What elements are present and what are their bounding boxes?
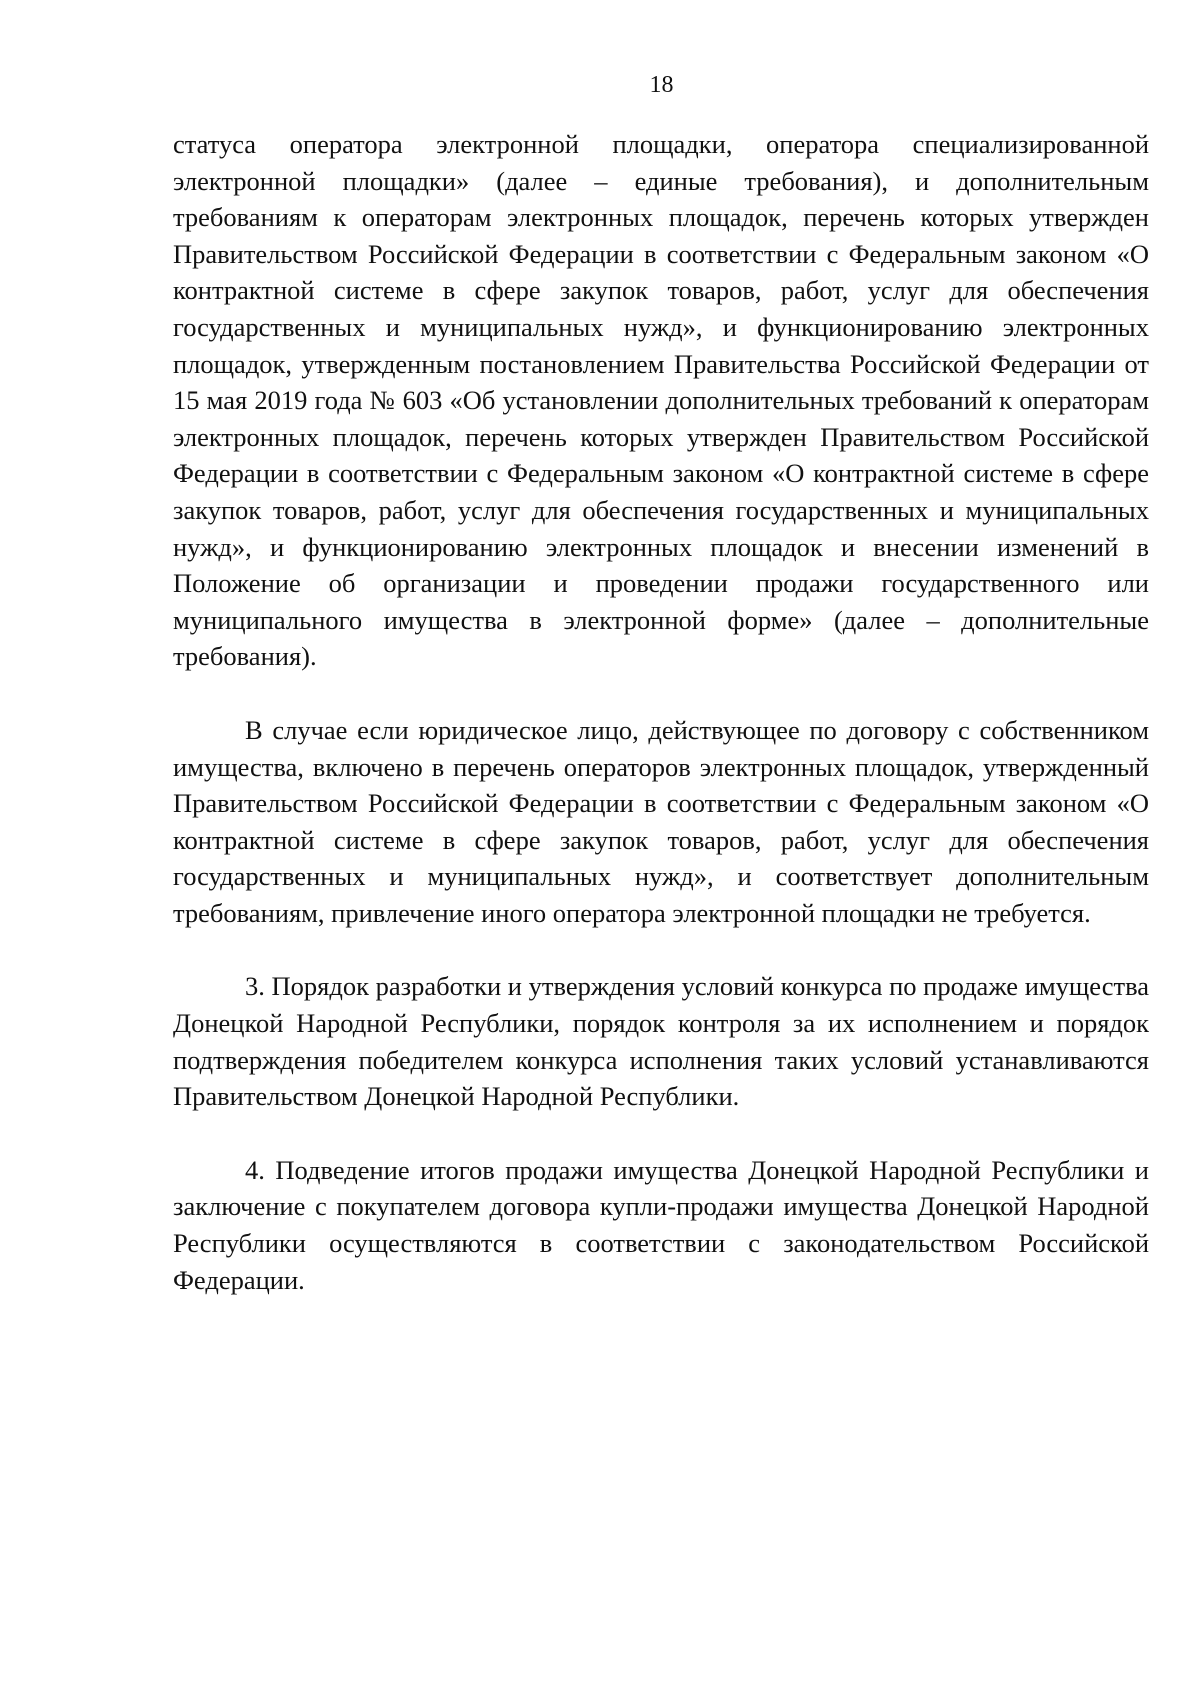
paragraph-item-3: 3. Порядок разработки и утверждения условий конкурса по продаже имущества Донецкой Народной Республики, порядок контроля за их исполнением и порядок подтверждения победителем конкурса исполнения таких условий устанавливаются Правительством Донецкой Народной Республики.: [173, 971, 1149, 1112]
paragraph-spacer: [173, 1115, 1149, 1152]
paragraph-spacer: [173, 675, 1149, 712]
page-number: 18: [649, 72, 674, 98]
paragraph-operator-exemption: В случае если юридическое лицо, действующее по договору с собственником имущества, включено в перечень операторов электронных площадок, утвержденный Правительством Российской Федерации в соответствии с Федеральным законом «О контрактной системе в сфере закупок товаров, работ, услуг для обеспечения государственных и муниципальных нужд», и соответствует дополнительным требованиям, привлечение иного оператора электронной площадки не требуется.: [173, 714, 1149, 928]
paragraph-item-4: 4. Подведение итогов продажи имущества Донецкой Народной Республики и заключение с покупателем договора купли-продажи имущества Донецкой Народной Республики осуществляются в соответствии с законодательством Российской Федерации.: [173, 1154, 1149, 1295]
document-body: [173, 126, 1149, 1298]
paragraph-continuation: статуса оператора электронной площадки, оператора специализированной электронной площадки» (далее – единые требования), и дополнительным требованиям к операторам электронных площадок, перечень которых утвержден Правительством Российской Федерации в соответствии с Федеральным законом «О контрактной системе в сфере закупок товаров, работ, услуг для обеспечения государственных и муниципальных нужд», и функционированию электронных площадок, утвержденным постановлением Правительства Российской Федерации от 15 мая 2019 года № 603 «Об установлении дополнительных требований к операторам электронных площадок, перечень которых утвержден Правительством Российской Федерации в соответствии с Федеральным законом «О контрактной системе в сфере закупок товаров, работ, услуг для обеспечения государственных и муниципальных нужд», и функционированию электронных площадок и внесении изменений в Положение об организации и проведении продажи государственного или муниципального имущества в электронной форме» (далее – дополнительные требования).: [173, 129, 1149, 672]
paragraph-spacer: [173, 931, 1149, 968]
